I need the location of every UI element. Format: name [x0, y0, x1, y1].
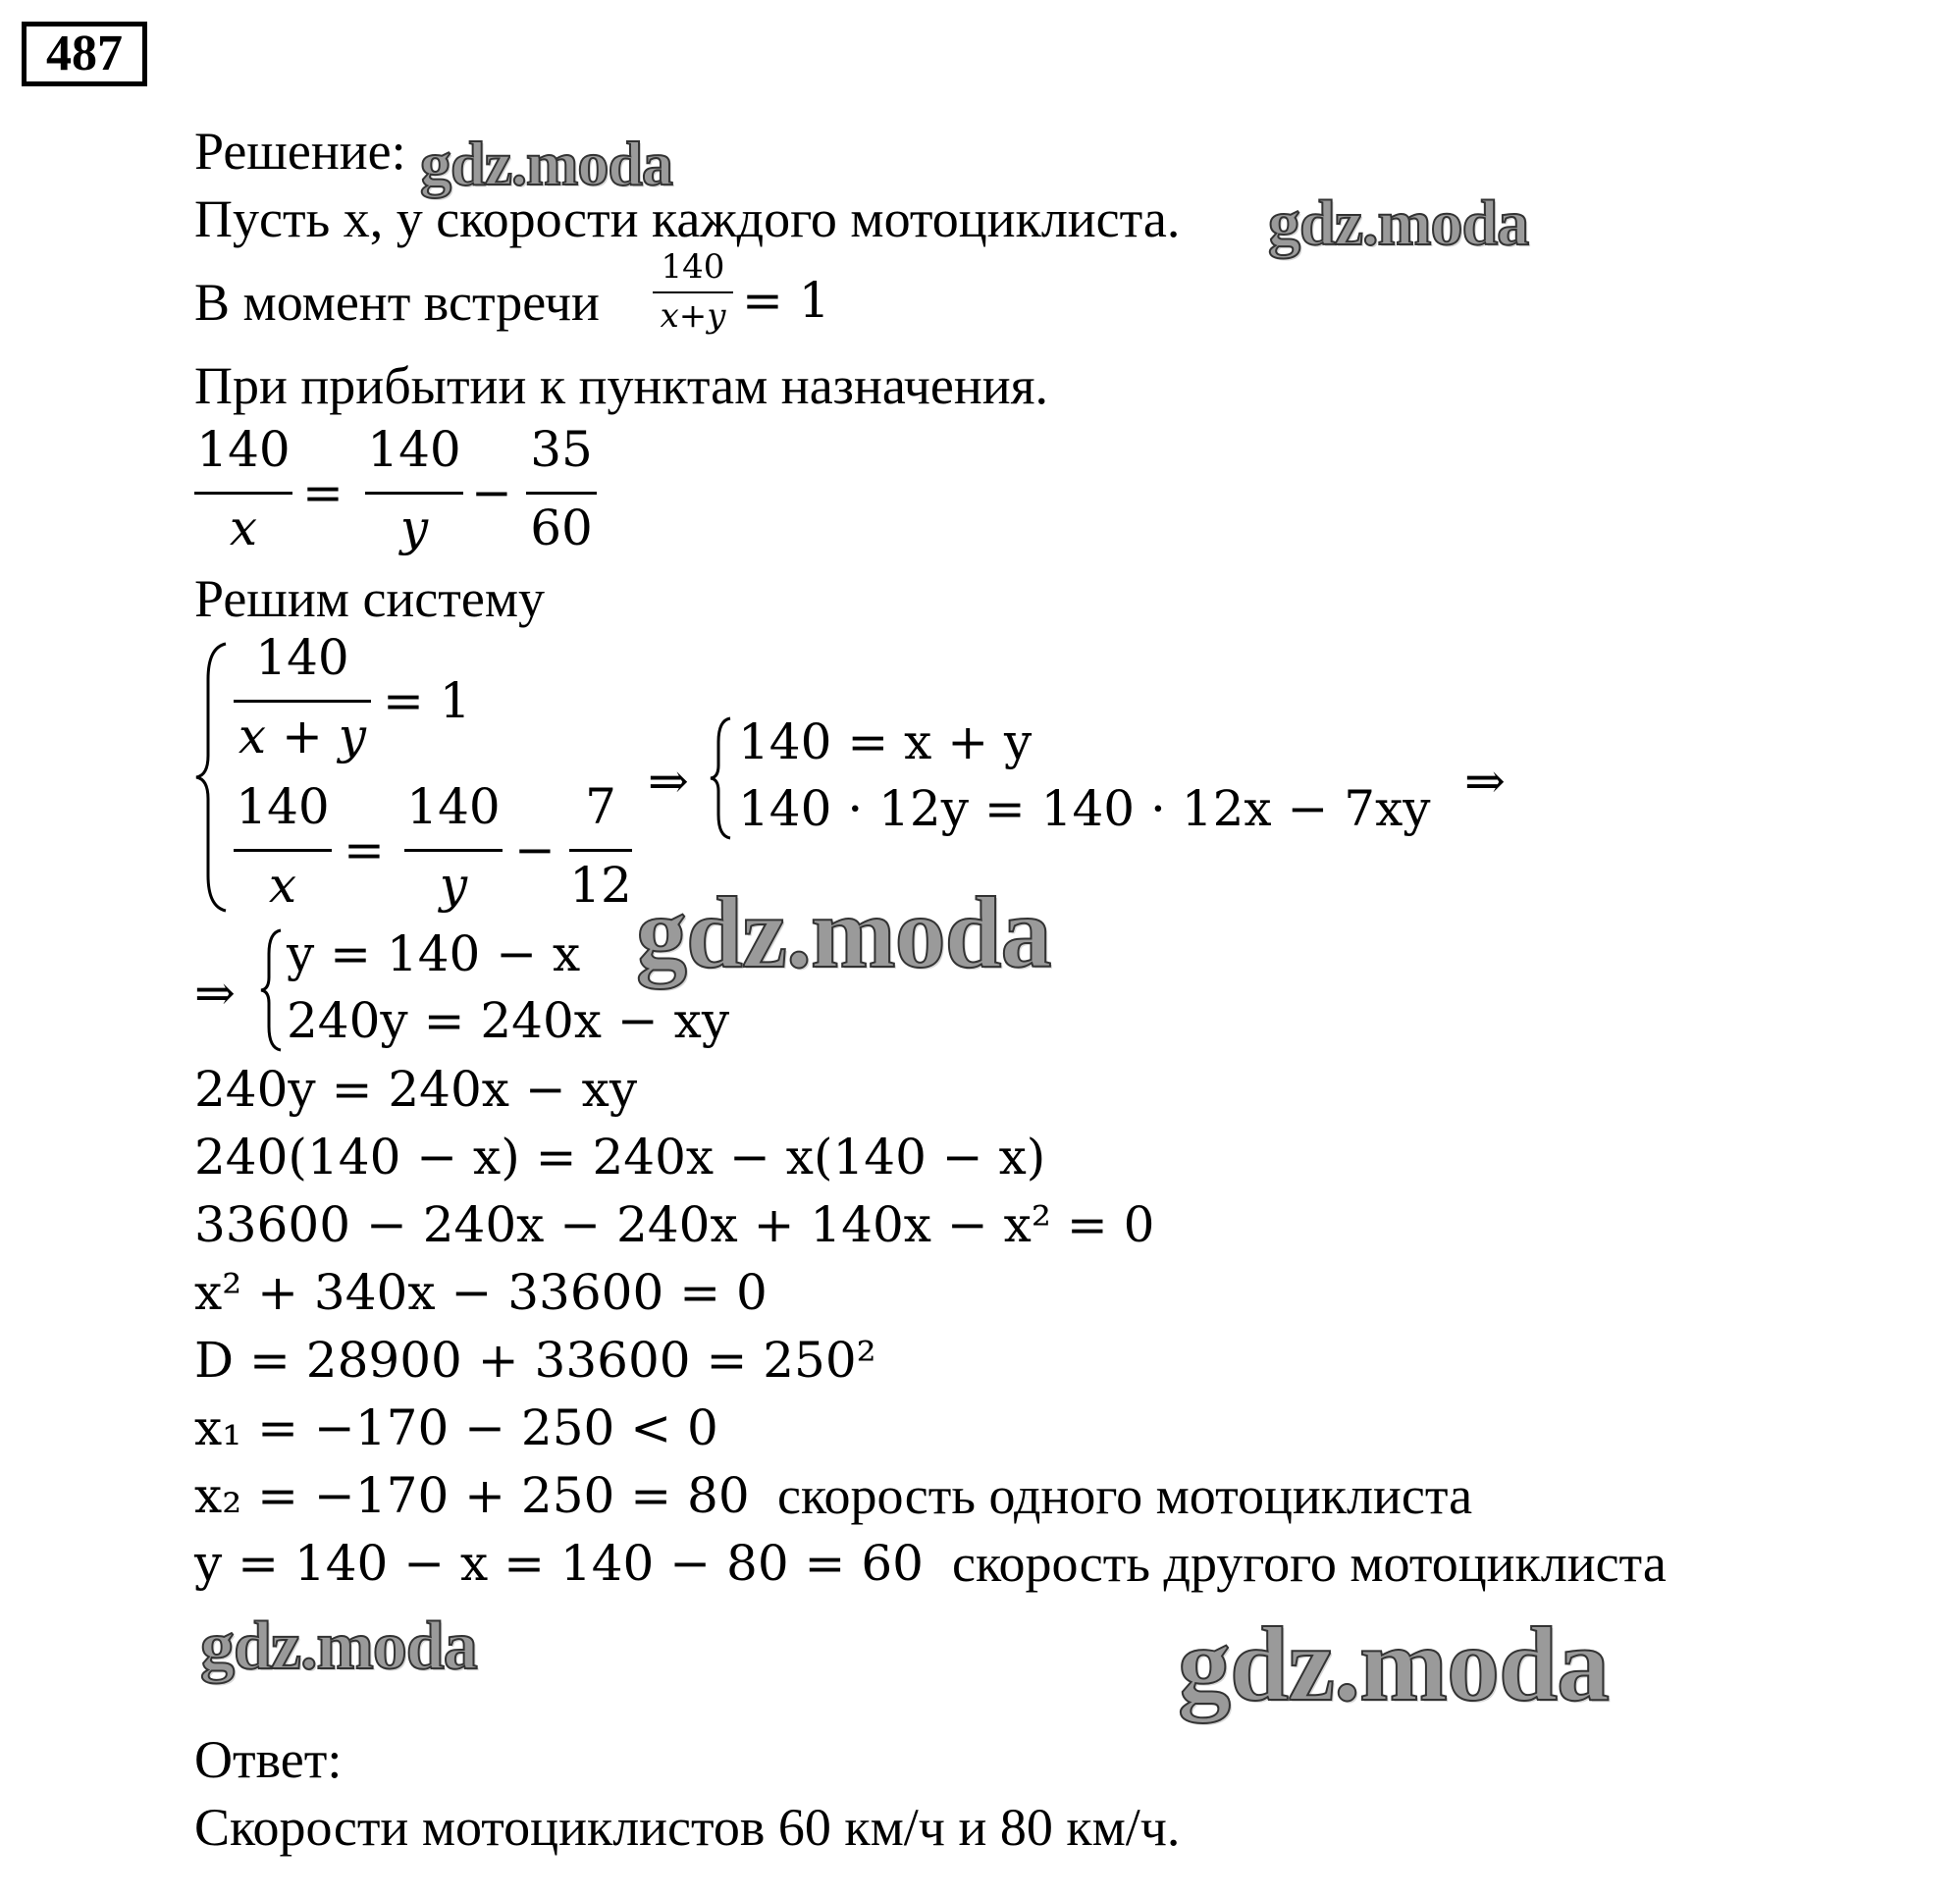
equals-sign: = [302, 464, 344, 521]
step-7-text: скорость одного мотоциклиста [777, 1466, 1473, 1525]
watermark-5: gdz.moda [1178, 1606, 1610, 1723]
step-4: x² + 340x − 33600 = 0 [194, 1264, 768, 1321]
system3-brace [257, 926, 285, 1054]
eq1-frac-c [526, 420, 597, 557]
fraction-denominator: x+y [660, 296, 726, 336]
sys2-row1: 140 = x + y [738, 713, 1033, 770]
sys1-frac-b3 [569, 777, 632, 915]
fraction-bar [365, 492, 463, 495]
eq1-frac-b [365, 420, 463, 557]
watermark-1: gdz.moda [420, 129, 672, 198]
sys3-row2: 240y = 240x − xy [287, 992, 730, 1049]
step-5: D = 28900 + 33600 = 250² [194, 1332, 876, 1389]
fraction-denominator: y [439, 857, 468, 914]
sys1-frac-b2 [404, 777, 503, 915]
fraction-denominator: x [268, 857, 297, 914]
watermark-2: gdz.moda [1268, 187, 1529, 259]
fraction-bar [526, 492, 597, 495]
answer-label: Ответ: [194, 1730, 343, 1789]
solution-label: Решение: [194, 122, 406, 181]
system2-brace [707, 714, 734, 842]
intro-line: Пусть x, y скорости каждого мотоциклиста. [194, 189, 1181, 248]
watermark-3: gdz.moda [636, 876, 1051, 989]
sys3-row1: y = 140 − x [287, 925, 581, 982]
minus-sign: − [471, 464, 512, 521]
fraction-numerator: 7 [585, 778, 616, 835]
implies-arrow-2: ⇒ [1464, 753, 1506, 810]
step-8-math: y = 140 − x = 140 − 80 = 60 [194, 1535, 924, 1592]
meeting-fraction [653, 247, 733, 355]
fraction-numerator: 140 [236, 778, 330, 835]
implies-arrow-3: ⇒ [194, 965, 236, 1022]
fraction-bar [194, 492, 292, 495]
fraction-numerator: 140 [255, 629, 349, 686]
step-2: 240(140 − x) = 240x − x(140 − x) [194, 1129, 1046, 1185]
meeting-rhs: = 1 [742, 272, 830, 329]
fraction-denominator: y [399, 500, 429, 556]
fraction-bar [404, 849, 503, 852]
fraction-denominator: x + y [238, 708, 367, 764]
fraction-numerator: 140 [196, 421, 291, 478]
fraction-denominator: 60 [530, 500, 593, 556]
sys1-frac-b1 [234, 777, 332, 915]
watermark-4: gdz.moda [200, 1608, 477, 1684]
fraction-numerator: 140 [661, 247, 725, 287]
sys1-a-rhs: = 1 [383, 672, 471, 729]
step-3: 33600 − 240x − 240x + 140x − x² = 0 [194, 1196, 1155, 1253]
fraction-numerator: 140 [406, 778, 501, 835]
arrival-line: При прибытии к пунктам назначения. [194, 356, 1048, 415]
implies-arrow: ⇒ [648, 753, 689, 810]
solve-line: Решим систему [194, 569, 546, 628]
minus-sign: − [514, 821, 556, 878]
answer-text: Скорости мотоциклистов 60 км/ч и 80 км/ч. [194, 1798, 1181, 1857]
step-6: x₁ = −170 − 250 < 0 [194, 1399, 718, 1456]
task-number: 487 [22, 22, 147, 86]
fraction-bar [234, 700, 371, 703]
fraction-denominator: 12 [569, 857, 632, 914]
fraction-bar [653, 291, 733, 293]
fraction-numerator: 35 [530, 421, 593, 478]
equals-sign: = [344, 821, 385, 878]
step-1: 240y = 240x − xy [194, 1061, 638, 1118]
sys1-frac-a [234, 628, 371, 765]
fraction-bar [569, 849, 632, 852]
meeting-text: В момент встречи [194, 273, 600, 332]
fraction-bar [234, 849, 332, 852]
fraction-numerator: 140 [367, 421, 461, 478]
sys2-row2: 140 · 12y = 140 · 12x − 7xy [738, 780, 1431, 837]
fraction-denominator: x [229, 500, 258, 556]
system1-brace [192, 640, 232, 915]
step-7-math: x₂ = −170 + 250 = 80 [194, 1467, 750, 1524]
step-8-text: скорость другого мотоциклиста [952, 1534, 1667, 1593]
eq1-frac-a [194, 420, 292, 557]
